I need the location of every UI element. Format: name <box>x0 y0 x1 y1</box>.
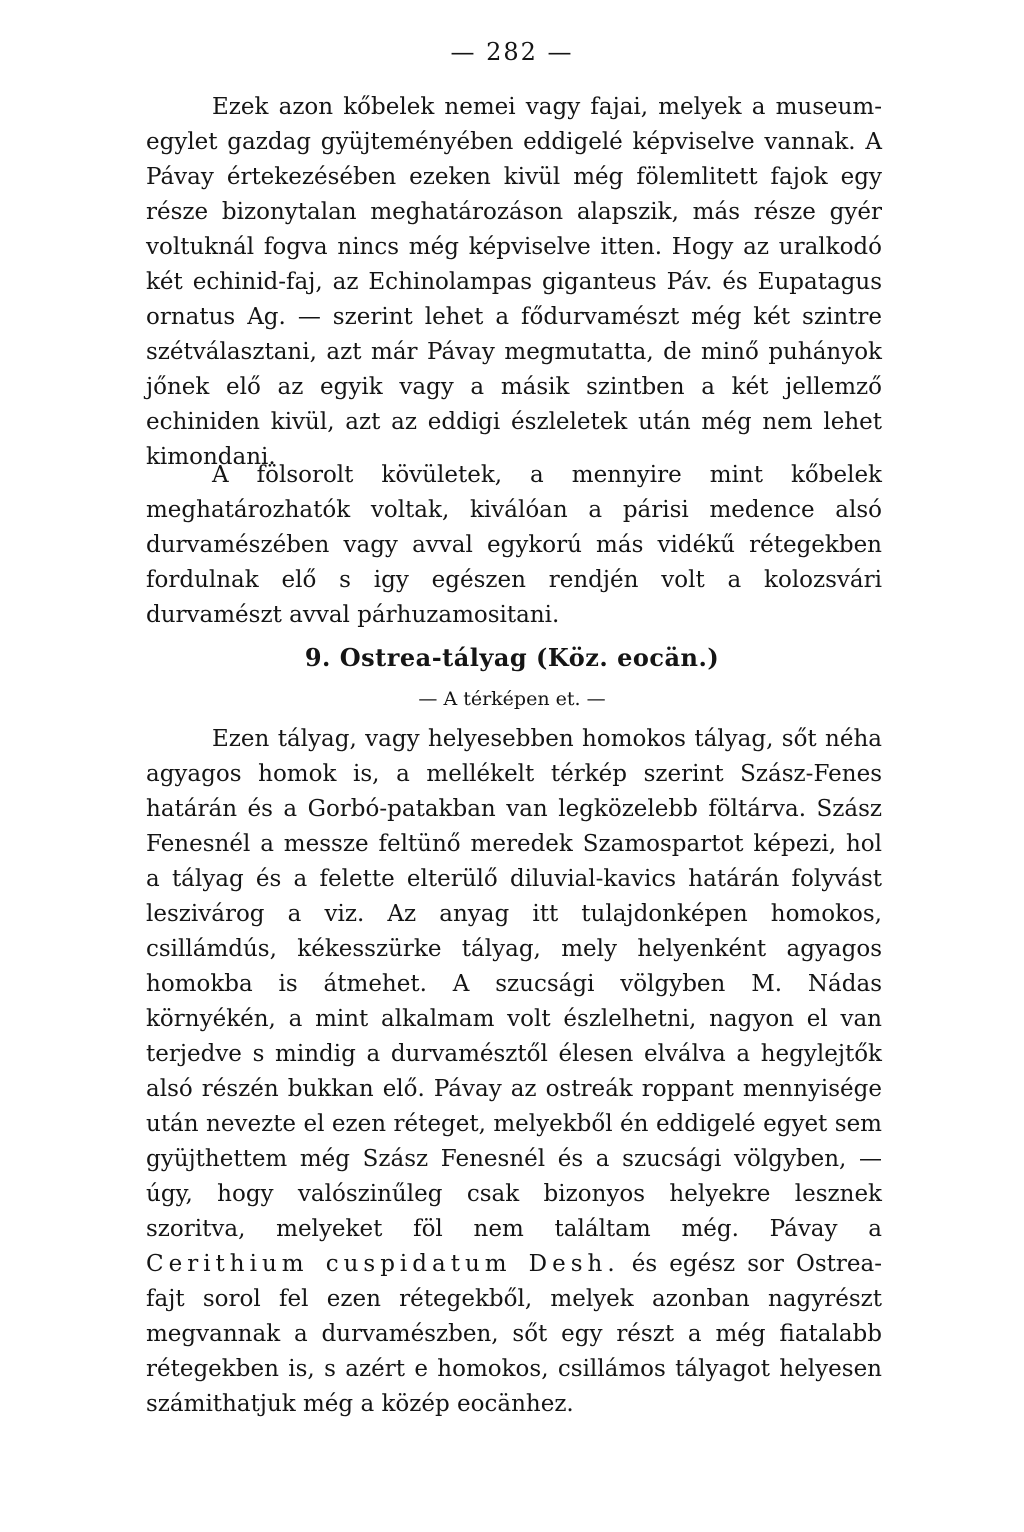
paragraph-text: A fölsorolt kövületek, a mennyire mint kőbelek meghatározhatók voltak, kiválóan a párisi medence alsó durvamészében vagy avval egykorú más vidékű rétegekben fordulnak elő s igy egészen rendjén volt a kolozsvári durvamészt avval párhuzamositani. <box>146 462 882 628</box>
paragraph-fossils-collection <box>146 90 882 475</box>
paragraph-ostrea-clay <box>146 722 882 1422</box>
paragraph-text-start: Ezen tályag, vagy helyesebben homokos tályag, sőt néha agyagos homok is, a mellékelt térkép szerint Szász-Fenes határán és a Gorbó-patakban van legközelebb föltárva. Szász Fenesnél a messze feltünő meredek Szamospartot képezi, hol a tályag és a felette elterülő diluvial-kavics határán folyvást leszivárog a viz. Az anyag itt tulajdonképen homokos, csillámdús, kékesszürke tályag, mely helyenként agyagos homokba is átmehet. A szucsági völgyben M. Nádas környékén, a mint alkalmam volt észlelhetni, nagyon el van terjedve s mindig a durvamésztől élesen elválva a hegylejtők alsó részén bukkan elő. Pávay az ostreák roppant mennyisége után nevezte el ezen réteget, melyekből én eddigelé egyet sem gyüjthettem még Szász Fenesnél és a szucsági völgyben, — úgy, hogy valószinűleg csak bizonyos helyekre lesznek szoritva, melyeket föl nem találtam még. Pávay a <box>146 726 882 1242</box>
page-number: — 282 — <box>450 38 574 66</box>
paragraph-fossil-comparison <box>146 458 882 633</box>
paragraph-text: Ezek azon kőbelek nemei vagy fajai, melyek a museum-egylet gazdag gyüjteményében eddigelé képviselve vannak. A Pávay értekezésében ezeken kivül még fölemlitett fajok egy része bizonytalan meghatározáson alapszik, más része gyér voltuknál fogva nincs még képviselve itten. Hogy az uralkodó két echinid-faj, az Echinolampas giganteus Páv. és Eupatagus ornatus Ag. — szerint lehet a fődurvamészt még két szintre szétválasztani, azt már Pávay megmutatta, de minő puhányok jőnek elő az egyik vagy a másik szintben a két jellemző echiniden kivül, azt az eddigi észleletek után még nem lehet kimondani. <box>146 94 882 470</box>
paragraph-text-end: és egész sor Ostrea- fajt sorol fel ezen rétegekből, melyek azonban nagyrészt megvannak a durvamészben, sőt egy részt a még fiatalabb rétegekben is, s azért e homokos, csillámos tályagot helyesen számithatjuk még a közép eocänhez. <box>146 1251 882 1417</box>
section-heading: 9. Ostrea-tályag (Köz. eocän.) <box>304 643 720 672</box>
paragraph-text <box>146 722 882 1422</box>
section-subheading: — A térképen et. — <box>418 688 606 710</box>
species-name: Cerithium cuspidatum Desh. <box>146 1251 620 1277</box>
